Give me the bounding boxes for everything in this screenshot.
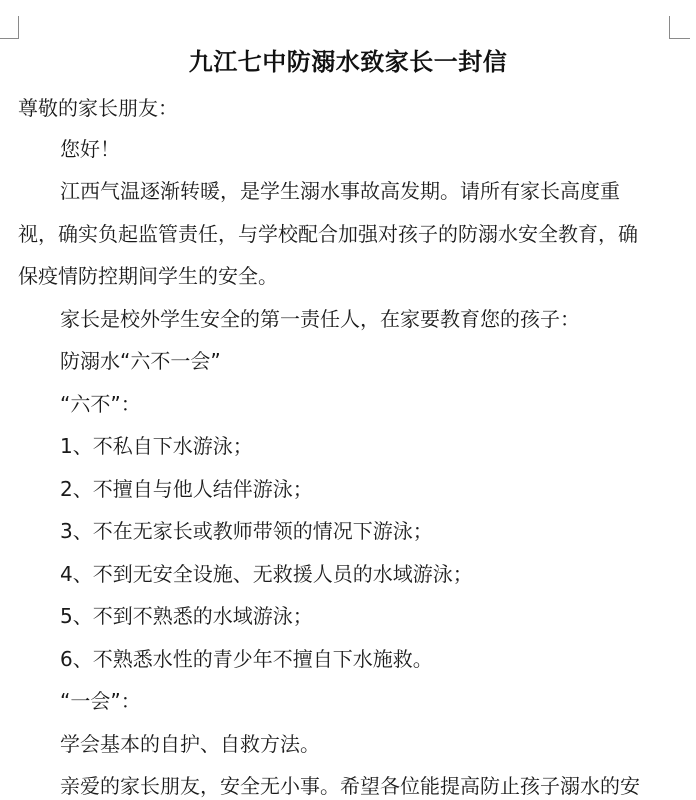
one-rule-heading: “一会”： bbox=[60, 689, 141, 713]
paragraph-2: 家长是校外学生安全的第一责任人，在家要教育您的孩子： bbox=[60, 307, 580, 331]
rule-item: 5、不到不熟悉的水域游泳； bbox=[60, 604, 313, 628]
rule-item: 2、不擅自与他人结伴游泳； bbox=[60, 477, 313, 501]
rule-item: 3、不在无家长或教师带领的情况下游泳； bbox=[60, 519, 433, 543]
crop-mark-top-left bbox=[0, 16, 19, 39]
paragraph-1-line-1: 江西气温逐渐转暖，是学生溺水事故高发期。请所有家长高度重 bbox=[60, 179, 620, 203]
paragraph-1-line-2: 视，确实负起监管责任，与学校配合加强对孩子的防溺水安全教育，确 bbox=[18, 222, 638, 246]
letter-title: 九江七中防溺水致家长一封信 bbox=[188, 48, 508, 76]
crop-mark-top-right bbox=[669, 16, 690, 39]
rule-item: 4、不到无安全设施、无救援人员的水域游泳； bbox=[60, 562, 473, 586]
salutation: 尊敬的家长朋友： bbox=[18, 96, 178, 120]
six-rules-heading: “六不”： bbox=[60, 392, 141, 416]
paragraph-1-line-3: 保疫情防控期间学生的安全。 bbox=[18, 264, 278, 288]
rule-item: 1、不私自下水游泳； bbox=[60, 434, 253, 458]
one-rule: 学会基本的自护、自救方法。 bbox=[60, 732, 320, 756]
rules-heading: 防溺水“六不一会” bbox=[60, 349, 221, 373]
closing-paragraph: 亲爱的家长朋友，安全无小事。希望各位能提高防止孩子溺水的安 bbox=[60, 774, 640, 798]
greeting: 您好！ bbox=[60, 137, 120, 161]
rule-item: 6、不熟悉水性的青少年不擅自下水施救。 bbox=[60, 647, 433, 671]
